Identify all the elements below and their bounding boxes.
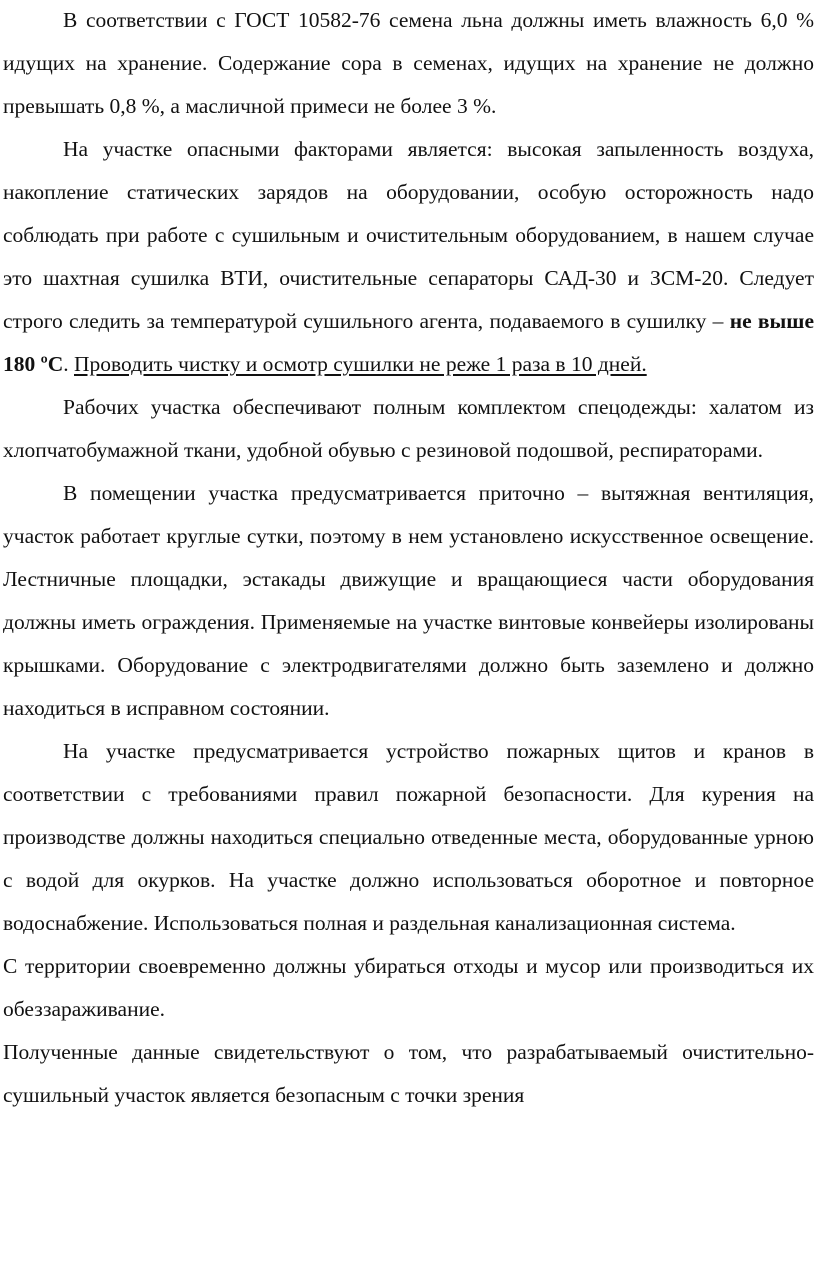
hazard-separator: . [63,352,74,376]
hazard-text: На участке опасными факторами является: высокая запыленность воздуха, накопление статических зарядов на оборудовании, особую осторожность надо соблюдать при работе с сушильным и очистительным оборудованием, в нашем случае это шахтная сушилка ВТИ, очистительные сепараторы САД-30 и ЗСМ-20. Следует строго следить за температурой сушильного агента, подаваемого в сушилку – [3,137,814,333]
cleaning-schedule-underlined: Проводить чистку и осмотр сушилки не реже 1 раза в 10 дней. [74,352,647,376]
paragraph-hazard-factors [3,128,814,386]
temperature-limit-bold: не выше 180 ºС [3,309,814,376]
paragraph-conclusion: Полученные данные свидетельствуют о том, что разрабатываемый очистительно-сушильный участок является безопасным с точки зрения [3,1040,814,1107]
paragraph-workwear: Рабочих участка обеспечивают полным комплектом спецодежды: халатом из хлопчатобумажной ткани, удобной обувью с резиновой подошвой, респираторами. [3,395,814,462]
paragraph-ventilation: В помещении участка предусматривается приточно – вытяжная вентиляция, участок работает круглые сутки, поэтому в нем установлено искусственное освещение. Лестничные площадки, эстакады движущие и вращающиеся части оборудования должны иметь ограждения. Применяемые на участке винтовые конвейеры изолированы крышками. Оборудование с электродвигателями должно быть заземлено и должно находиться в исправном состоянии. [3,481,814,720]
paragraph-waste-disposal: С территории своевременно должны убираться отходы и мусор или производиться их обеззараживание. [3,954,814,1021]
paragraph-humidity-requirements: В соответствии с ГОСТ 10582-76 семена льна должны иметь влажность 6,0 % идущих на хранение. Содержание сора в семенах, идущих на хранение не должно превышать 0,8 %, а масличной примеси не более 3 %. [3,8,814,118]
document-page [3,0,814,1117]
paragraph-fire-safety: На участке предусматривается устройство пожарных щитов и кранов в соответствии с требованиями правил пожарной безопасности. Для курения на производстве должны находиться специально отведенные места, оборудованные урною с водой для окурков. На участке должно использоваться оборотное и повторное водоснабжение. Использоваться полная и раздельная канализационная система. [3,739,814,935]
